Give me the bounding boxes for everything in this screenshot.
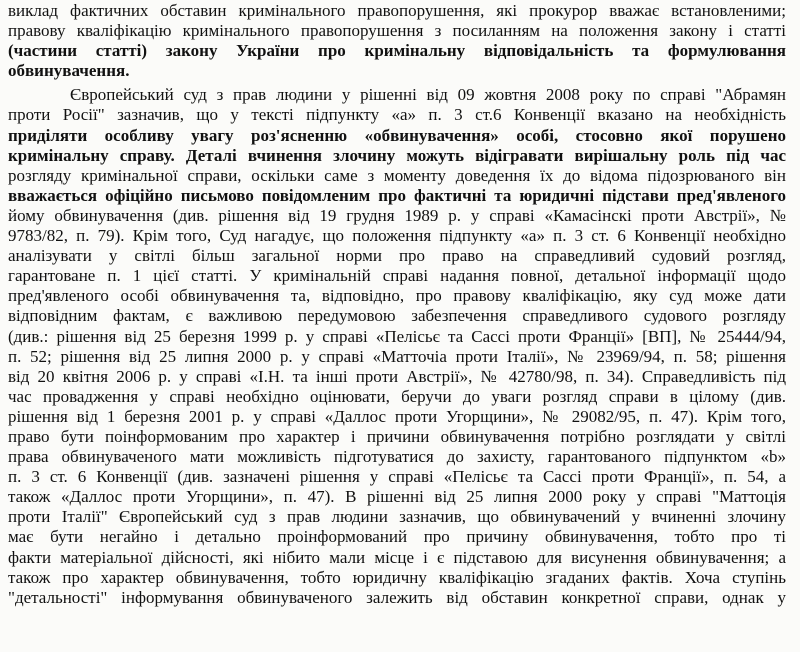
paragraph-2-line-13: (див.: рішення від 25 березня 1999 р. у справі «Пелісьє та Сассі проти Франції» [ВП], № 25444/94,	[8, 326, 786, 346]
paragraph-2-line-11: пред'явленого особі обвинувачення та, відповідно, про правову кваліфікацію, яку суд може дати	[8, 286, 786, 306]
paragraph-2-line-7: йому обвинувачення (див. рішення від 19 грудня 1989 р. у справі «Камасінскі проти Австрії», №	[8, 205, 786, 225]
paragraph-1-line-2: правову кваліфікацію кримінального правопорушення з посиланням на положення закону і статті	[8, 21, 786, 41]
paragraph-1-line-1: виклад фактичних обставин кримінального правопорушення, які прокурор вважає встановленими;	[8, 1, 786, 20]
paragraph-2-line-14: п. 52; рішення від 25 липня 2000 р. у справі «Матточіа проти Італії», № 23969/94, п. 58; рішення	[8, 346, 786, 366]
paragraph-2-line-17: рішення від 1 березня 2001 р. у справі «Даллос проти Угорщини», № 29082/95, п. 47). Крім того,	[8, 406, 786, 426]
paragraph-2-line-12: відповідним фактам, є важливою передумовою забезпечення справедливого судового розгляду	[8, 306, 786, 326]
paragraph-1-line-3: (частини статті) закону України про кримінальну відповідальність та формулювання	[8, 41, 786, 61]
paragraph-2-line-5: розгляду кримінальної справи, оскільки саме з моменту доведення їх до відома підозрюваного він	[8, 165, 786, 185]
paragraph-2-line-18: право бути поінформованим про характер і причини обвинувачення потрібно розглядати у світлі	[8, 426, 786, 446]
paragraph-2-line-1: Європейський суд з прав людини у рішенні від 09 жовтня 2008 року по справі "Абрамян	[70, 85, 786, 105]
paragraph-2-line-6: вважається офіційно письмово повідомленим про фактичні та юридичні підстави пред'явленого	[8, 185, 786, 205]
paragraph-2-line-16: час провадження у справі необхідно оцінювати, беручи до уваги розгляд справи в цілому (див.	[8, 386, 786, 406]
paragraph-2-line-20: п. 3 ст. 6 Конвенції (див. зазначені рішення у справі «Пелісьє та Сассі проти Франції», п. 54, а	[8, 467, 786, 487]
paragraph-2-line-3: приділяти особливу увагу роз'ясненню «обвинувачення» особі, стосовно якої порушено	[8, 125, 786, 145]
paragraph-2-line-15: від 20 квітня 2006 р. у справі «І.Н. та інші проти Австрії», № 42780/98, п. 34). Справедливість під	[8, 366, 786, 386]
paragraph-2-line-10: гарантоване п. 1 цієї статті. У кримінальній справі надання повної, детальної інформації щодо	[8, 266, 786, 286]
paragraph-2-line-9: аналізувати у світлі більш загальної норми про право на справедливий судовий розгляд,	[8, 246, 786, 266]
paragraph-2-line-4: кримінальну справу. Деталі вчинення злочину можуть відігравати вирішальну роль під час	[8, 145, 786, 165]
paragraph-2-line-8: 9783/82, п. 79). Крім того, Суд нагадує, що положення підпункту «а» п. 3 ст. 6 Конвенції необхідно	[8, 226, 786, 246]
paragraph-2-line-21: також «Даллос проти Угорщини», п. 47). В рішенні від 25 липня 2000 року у справі "Маттоція	[8, 487, 786, 507]
paragraph-1	[8, 1, 786, 81]
paragraph-2-line-2: проти Росії" зазначив, що у тексті підпункту «а» п. 3 ст.6 Конвенції вказано на необхідність	[8, 105, 786, 125]
paragraph-2-line-22: проти Італії" Європейський суд з прав людини зазначив, що обвинувачений у вчиненні злочину	[8, 507, 786, 527]
paragraph-2	[8, 85, 786, 607]
paragraph-1-line-4: обвинувачення.	[8, 61, 130, 81]
paragraph-2-line-26: "детальності" інформування обвинуваченого залежить від обставин конкретної справи, однак у	[8, 587, 786, 607]
paragraph-2-line-19: права обвинуваченого мати можливість підготуватися до захисту, гарантованого підпунктом «b»	[8, 447, 786, 467]
paragraph-2-line-25: також про характер обвинувачення, тобто юридичну кваліфікацію згаданих фактів. Хоча ступінь	[8, 567, 786, 587]
paragraph-2-line-23: має бути негайно і детально проінформований про причину обвинувачення, тобто про ті	[8, 527, 786, 547]
paragraph-2-line-24: факти матеріальної дійсності, які нібито мали місце і є підставою для висунення обвинувачення; а	[8, 547, 786, 567]
